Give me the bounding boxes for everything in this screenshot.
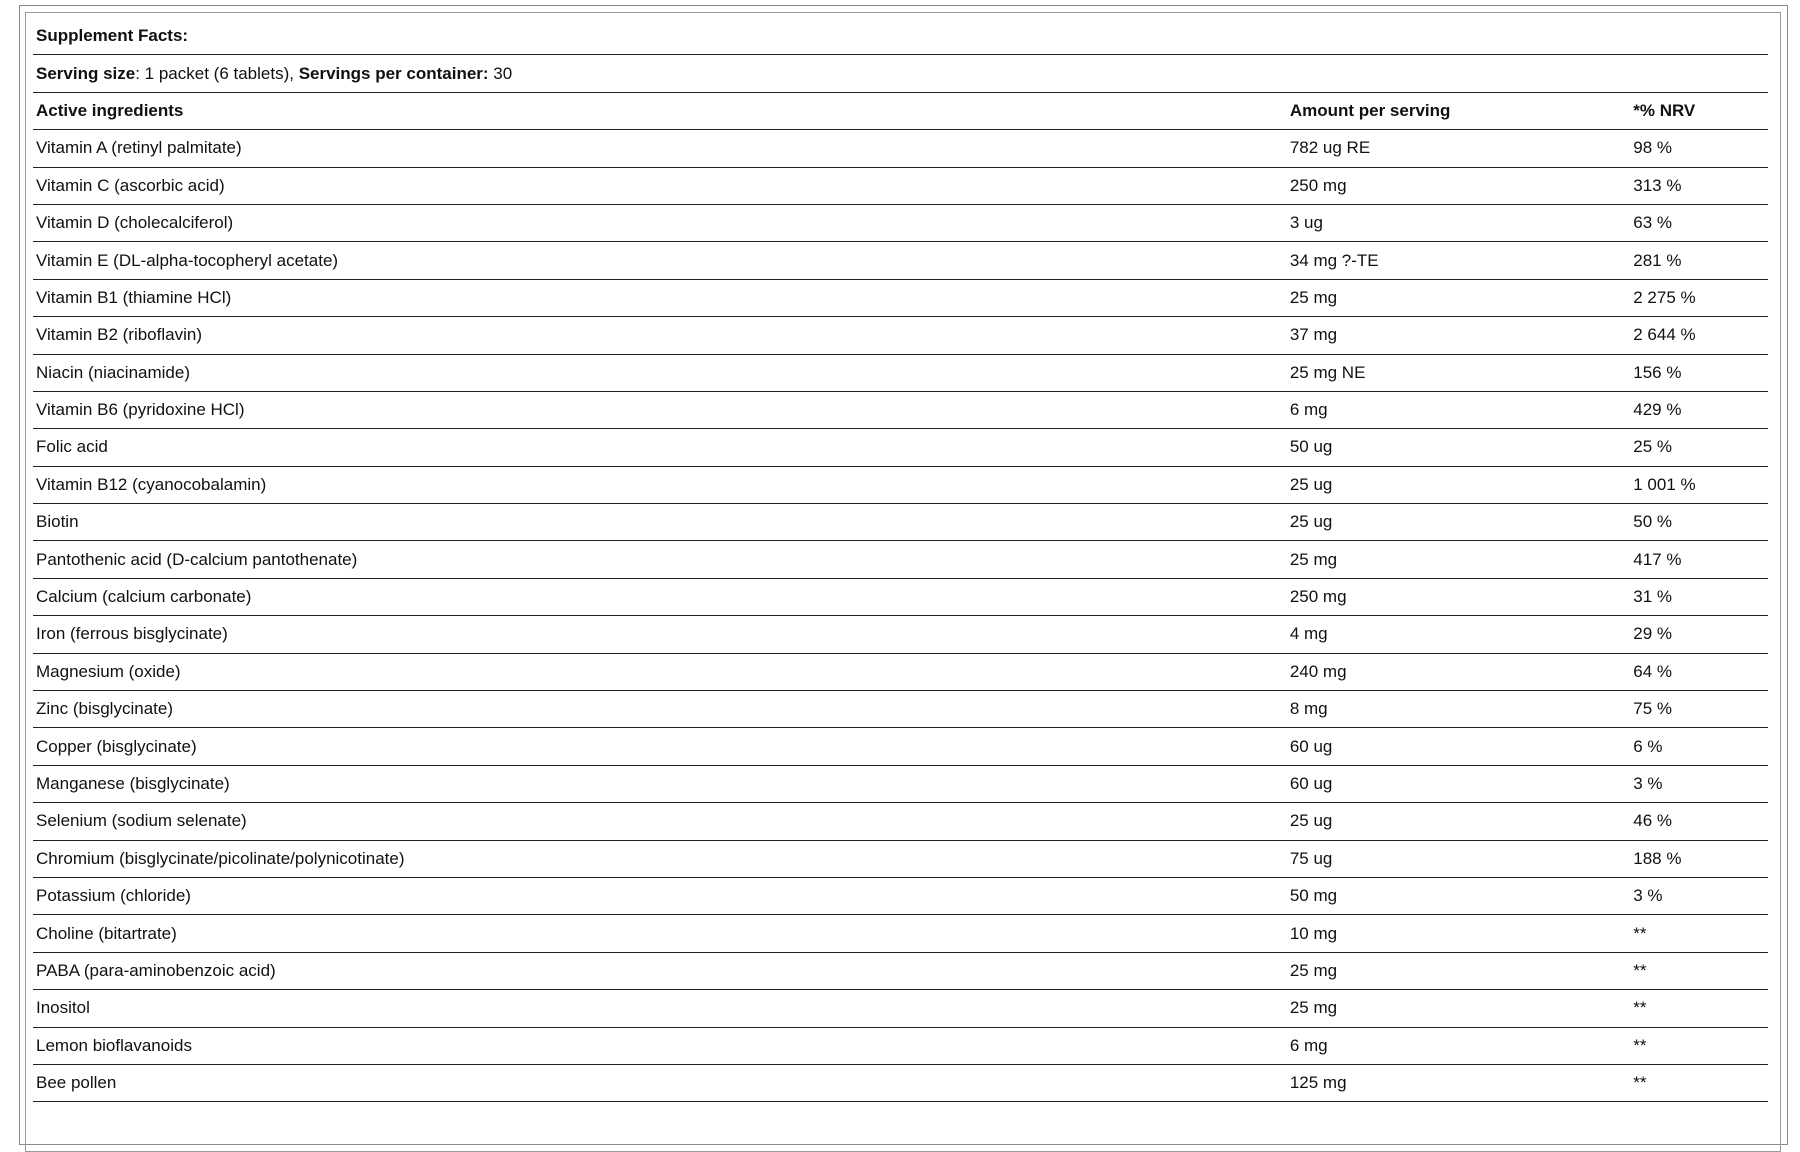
ingredient-name: Copper (bisglycinate) xyxy=(36,736,197,756)
ingredient-amount: 6 mg xyxy=(1289,1035,1328,1055)
ingredient-nrv: 75 % xyxy=(1633,699,1672,719)
ingredient-name: PABA (para-aminobenzoic acid) xyxy=(36,960,276,980)
ingredient-amount: 25 ug xyxy=(1289,811,1333,831)
ingredient-name: Pantothenic acid (D-calcium pantothenate) xyxy=(36,549,358,569)
ingredient-name: Biotin xyxy=(36,512,79,532)
ingredient-nrv: 429 % xyxy=(1633,400,1682,420)
ingredient-row xyxy=(33,242,1768,279)
servings-per-container-label: Servings per container: xyxy=(298,63,489,83)
ingredient-row xyxy=(33,1065,1768,1102)
ingredient-row xyxy=(33,392,1768,429)
supplement-facts-table xyxy=(33,18,1768,1102)
ingredient-name: Zinc (bisglycinate) xyxy=(36,699,173,719)
ingredient-amount: 250 mg xyxy=(1289,175,1347,195)
ingredient-amount: 60 ug xyxy=(1289,774,1333,793)
ingredient-row xyxy=(33,878,1768,915)
ingredient-name: Choline (bitartrate) xyxy=(36,923,177,943)
ingredient-row xyxy=(33,990,1768,1027)
ingredient-name: Chromium (bisglycinate/picolinate/polynicotinate) xyxy=(36,848,405,868)
servings-per-container-value: 30 xyxy=(488,63,513,83)
ingredient-name: Vitamin A (retinyl palmitate) xyxy=(36,138,242,158)
ingredient-nrv: 25 % xyxy=(1633,437,1672,457)
facts-title-row xyxy=(33,18,1768,55)
ingredient-amount: 4 mg xyxy=(1289,624,1328,644)
ingredient-nrv: 2 275 % xyxy=(1633,287,1696,307)
ingredient-name: Vitamin B2 (riboflavin) xyxy=(36,325,202,345)
ingredient-amount: 6 mg xyxy=(1289,400,1328,420)
ingredient-nrv: 3 % xyxy=(1633,774,1663,793)
ingredient-row xyxy=(33,803,1768,840)
ingredient-row xyxy=(33,766,1768,803)
ingredient-amount: 34 mg ?-TE xyxy=(1289,250,1379,270)
ingredient-nrv: ** xyxy=(1633,960,1647,980)
ingredient-row xyxy=(33,728,1768,765)
ingredient-nrv: 188 % xyxy=(1633,848,1682,868)
ingredient-nrv: 1 001 % xyxy=(1633,474,1696,494)
ingredient-name: Vitamin B1 (thiamine HCl) xyxy=(36,287,232,307)
ingredient-amount: 25 mg xyxy=(1289,287,1338,307)
ingredient-name: Magnesium (oxide) xyxy=(36,661,181,681)
ingredient-nrv: 3 % xyxy=(1633,886,1663,906)
ingredient-amount: 8 mg xyxy=(1289,699,1328,719)
ingredient-row xyxy=(33,168,1768,205)
ingredient-amount: 250 mg xyxy=(1289,587,1347,607)
ingredient-amount: 25 ug xyxy=(1289,474,1333,494)
ingredient-amount: 25 mg xyxy=(1289,998,1338,1018)
ingredient-name: Potassium (chloride) xyxy=(36,886,191,906)
ingredient-nrv: 31 % xyxy=(1633,587,1672,607)
header-nrv: *% NRV xyxy=(1633,100,1696,120)
ingredient-nrv: ** xyxy=(1633,1035,1647,1055)
ingredient-nrv: 2 644 % xyxy=(1633,325,1696,345)
ingredient-name: Niacin (niacinamide) xyxy=(36,362,191,382)
ingredient-nrv: 63 % xyxy=(1633,213,1672,233)
ingredient-row xyxy=(33,1028,1768,1065)
ingredient-nrv: 156 % xyxy=(1633,362,1682,382)
ingredient-name: Folic acid xyxy=(36,437,108,457)
ingredient-nrv: ** xyxy=(1633,1073,1647,1093)
header-amount-per-serving: Amount per serving xyxy=(1289,100,1451,120)
ingredient-amount: 25 mg NE xyxy=(1289,362,1366,382)
ingredient-row xyxy=(33,915,1768,952)
ingredient-name: Vitamin B6 (pyridoxine HCl) xyxy=(36,400,245,420)
serving-row xyxy=(33,55,1768,92)
ingredient-name: Bee pollen xyxy=(36,1073,117,1093)
header-row xyxy=(33,93,1768,130)
facts-title: Supplement Facts: xyxy=(36,26,189,46)
ingredient-rows xyxy=(33,130,1768,1102)
ingredient-row xyxy=(33,541,1768,578)
ingredient-amount: 240 mg xyxy=(1289,661,1347,681)
ingredient-row xyxy=(33,429,1768,466)
ingredient-amount: 10 mg xyxy=(1289,923,1338,943)
ingredient-row xyxy=(33,616,1768,653)
ingredient-amount: 125 mg xyxy=(1289,1073,1347,1093)
ingredient-nrv: 417 % xyxy=(1633,549,1682,569)
ingredient-row xyxy=(33,280,1768,317)
ingredient-name: Vitamin B12 (cyanocobalamin) xyxy=(36,474,267,494)
ingredient-amount: 25 mg xyxy=(1289,549,1338,569)
ingredient-name: Inositol xyxy=(36,998,90,1018)
ingredient-name: Calcium (calcium carbonate) xyxy=(36,587,252,607)
ingredient-nrv: 281 % xyxy=(1633,250,1682,270)
ingredient-nrv: 50 % xyxy=(1633,512,1672,532)
ingredient-row xyxy=(33,953,1768,990)
ingredient-row xyxy=(33,130,1768,167)
ingredient-name: Lemon bioflavanoids xyxy=(36,1035,192,1055)
ingredient-amount: 25 mg xyxy=(1289,960,1338,980)
ingredient-nrv: 64 % xyxy=(1633,661,1672,681)
ingredient-row xyxy=(33,841,1768,878)
ingredient-amount: 50 ug xyxy=(1289,437,1333,457)
serving-size-value: : 1 packet (6 tablets), xyxy=(135,63,299,83)
ingredient-amount: 3 ug xyxy=(1289,213,1323,233)
ingredient-amount: 60 ug xyxy=(1289,736,1333,756)
ingredient-nrv: ** xyxy=(1633,923,1647,943)
ingredient-amount: 37 mg xyxy=(1289,325,1338,345)
ingredient-name: Vitamin D (cholecalciferol) xyxy=(36,213,234,233)
ingredient-row xyxy=(33,579,1768,616)
ingredient-name: Manganese (bisglycinate) xyxy=(36,774,230,793)
ingredient-nrv: ** xyxy=(1633,998,1647,1018)
ingredient-name: Vitamin C (ascorbic acid) xyxy=(36,175,225,195)
serving-info xyxy=(33,64,1292,84)
ingredient-row xyxy=(33,691,1768,728)
header-active-ingredients: Active ingredients xyxy=(36,100,184,120)
ingredient-nrv: 313 % xyxy=(1633,175,1682,195)
ingredient-amount: 25 ug xyxy=(1289,512,1333,532)
ingredient-name: Selenium (sodium selenate) xyxy=(36,811,247,831)
ingredient-amount: 782 ug RE xyxy=(1289,138,1371,158)
ingredient-row xyxy=(33,317,1768,354)
ingredient-nrv: 46 % xyxy=(1633,811,1672,831)
ingredient-row xyxy=(33,205,1768,242)
ingredient-amount: 50 mg xyxy=(1289,886,1338,906)
ingredient-nrv: 98 % xyxy=(1633,138,1672,158)
ingredient-row xyxy=(33,654,1768,691)
ingredient-nrv: 29 % xyxy=(1633,624,1672,644)
ingredient-nrv: 6 % xyxy=(1633,736,1663,756)
ingredient-name: Iron (ferrous bisglycinate) xyxy=(36,624,228,644)
serving-size-label: Serving size xyxy=(36,63,136,83)
ingredient-row xyxy=(33,467,1768,504)
ingredient-row xyxy=(33,355,1768,392)
ingredient-name: Vitamin E (DL-alpha-tocopheryl acetate) xyxy=(36,250,339,270)
ingredient-row xyxy=(33,504,1768,541)
ingredient-amount: 75 ug xyxy=(1289,848,1333,868)
